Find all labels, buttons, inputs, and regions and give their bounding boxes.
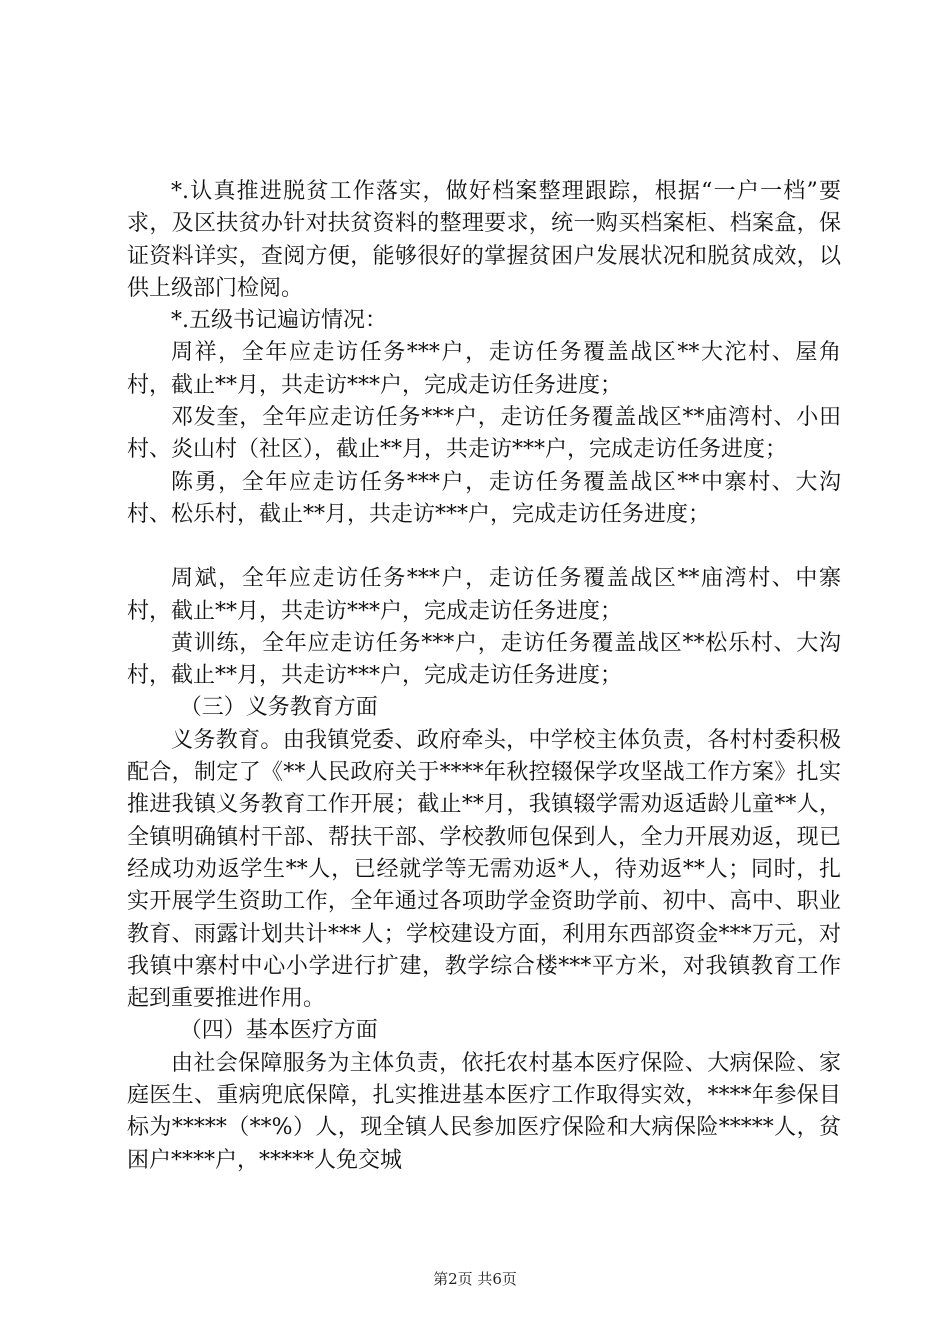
document-body	[127, 176, 841, 1177]
section-heading-compulsory-education: （三）义务教育方面	[179, 695, 378, 721]
paragraph-visit-chen-yong: 陈勇，全年应走访任务***户，走访任务覆盖战区**中寨村、大沟村、松乐村，截止**月，共走访***户，完成走访任务进度；	[127, 469, 841, 527]
page-number-footer: 第2页 共6页	[433, 1270, 517, 1288]
paragraph-visit-deng-fakui: 邓发奎，全年应走访任务***户，走访任务覆盖战区**庙湾村、小田村、炎山村（社区），截止**月，共走访***户，完成走访任务进度；	[127, 405, 841, 463]
paragraph-five-level-secretary-visits: *.五级书记遍访情况：	[171, 308, 387, 334]
paragraph-gap	[127, 531, 841, 563]
paragraph-visit-zhou-xiang: 周祥，全年应走访任务***户，走访任务覆盖战区**大沱村、屋角村，截止**月，共走访***户，完成走访任务进度；	[127, 340, 841, 398]
paragraph-archive-management: *.认真推进脱贫工作落实，做好档案整理跟踪，根据“一户一档”要求，及区扶贫办针对扶贫资料的整理要求，统一购买档案柜、档案盒，保证资料详实，查阅方便，能够很好的掌握贫困户发展状况和脱贫成效，以供上级部门检阅。	[127, 179, 841, 301]
paragraph-visit-zhou-bin: 周斌，全年应走访任务***户，走访任务覆盖战区**庙湾村、中寨村，截止**月，共走访***户，完成走访任务进度；	[127, 566, 841, 624]
paragraph-visit-huang-xunlian: 黄训练，全年应走访任务***户，走访任务覆盖战区**松乐村、大沟村，截止**月，共走访***户，完成走访任务进度；	[127, 630, 841, 689]
paragraph-compulsory-education: 义务教育。由我镇党委、政府牵头，中学校主体负责，各村村委积极配合，制定了《**人民政府关于****年秋控辍保学攻坚战工作方案》扎实推进我镇义务教育工作开展；截止**月，我镇辍学需劝返适龄儿童**人，全镇明确镇村干部、帮扶干部、学校教师包保到人，全力开展劝返，现已经成功劝返学生**人，已经就学等无需劝返*人，待劝返**人；同时，扎实开展学生资助工作，全年通过各项助学金资助学前、初中、高中、职业教育、雨露计划共计***人；学校建设方面，利用东西部资金***万元，对我镇中寨村中心小学进行扩建，教学综合楼***平方米，对我镇教育工作起到重要推进作用。	[127, 727, 841, 1012]
section-heading-basic-medical: （四）基本医疗方面	[179, 1018, 378, 1044]
paragraph-basic-medical: 由社会保障服务为主体负责，依托农村基本医疗保险、大病保险、家庭医生、重病兜底保障，扎实推进基本医疗工作取得实效，****年参保目标为*****（**%）人，现全镇人民参加医疗保险和大病保险*****人，贫困户****户，*****人免交城	[127, 1050, 841, 1173]
